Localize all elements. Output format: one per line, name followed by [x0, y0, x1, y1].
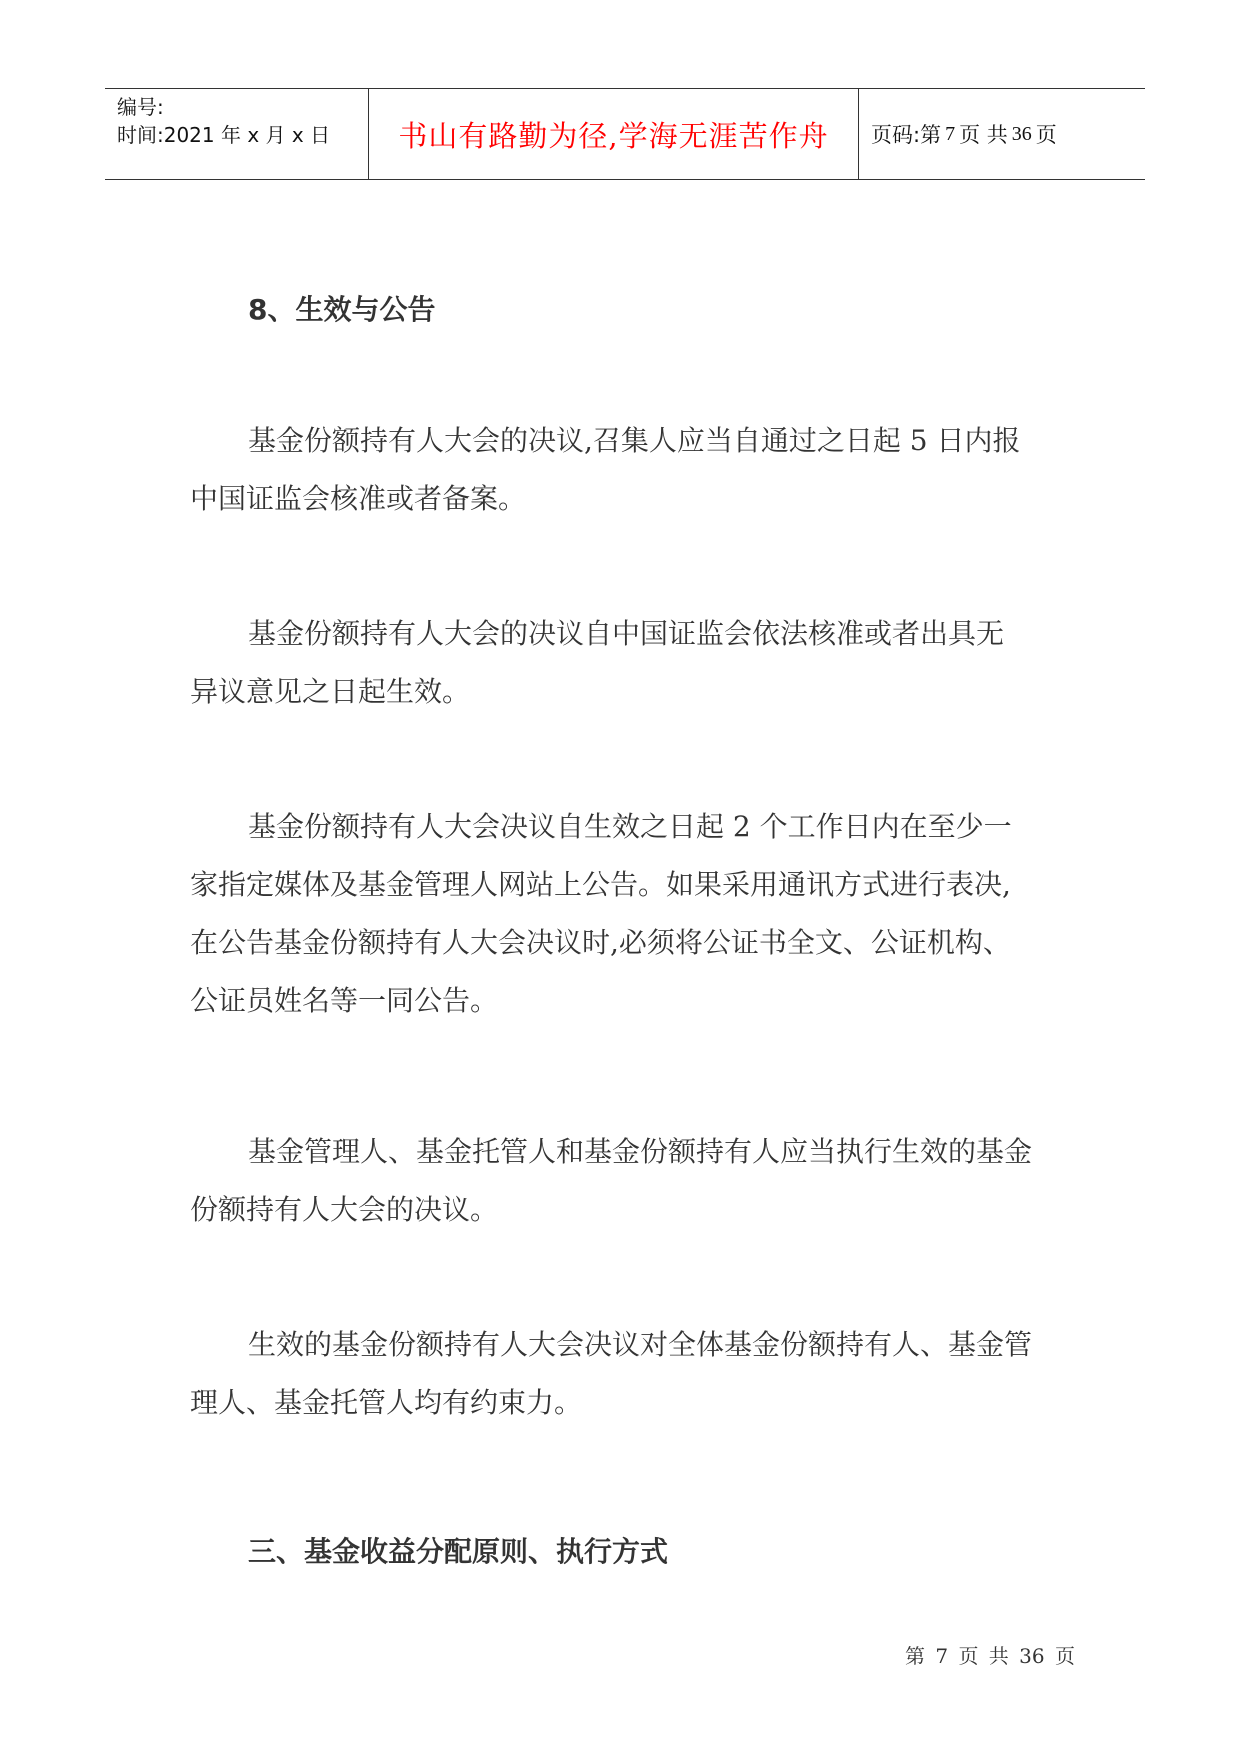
paragraph-resolution-announcement — [190, 798, 1090, 1030]
header-motto: 书山有路勤为径,学海无涯苦作舟 — [369, 89, 859, 179]
page-current: 7 — [945, 122, 956, 145]
paragraph-resolution-effective — [190, 605, 1090, 721]
paragraph-binding-force — [190, 1316, 1090, 1432]
paragraph-line: 基金份额持有人大会的决议自中国证监会依法核准或者出具无 — [248, 617, 1005, 650]
page-total: 36 — [1011, 122, 1032, 145]
paragraph-line: 基金管理人、基金托管人和基金份额持有人应当执行生效的基金 — [248, 1135, 1033, 1168]
paragraph-line: 份额持有人大会的决议。 — [190, 1193, 499, 1226]
document-time: 时间:2021 年 x 月 x 日 — [117, 123, 331, 147]
page-prefix: 页码:第 — [871, 123, 942, 147]
page-suffix: 页 — [1035, 123, 1057, 147]
paragraph-line: 公证员姓名等一同公告。 — [190, 984, 499, 1017]
paragraph-execution — [190, 1123, 1090, 1239]
paragraph-line: 基金份额持有人大会决议自生效之日起 2 个工作日内在至少一 — [248, 810, 1012, 843]
paragraph-line: 家指定媒体及基金管理人网站上公告。如果采用通讯方式进行表决, — [190, 868, 1011, 901]
paragraph-line: 中国证监会核准或者备案。 — [190, 482, 527, 515]
paragraph-line: 在公告基金份额持有人大会决议时,必须将公证书全文、公证机构、 — [190, 926, 1011, 959]
section-heading-income-distribution: 三、基金收益分配原则、执行方式 — [248, 1535, 669, 1568]
header-meta — [105, 89, 369, 179]
paragraph-resolution-filing — [190, 412, 1090, 528]
document-number-label: 编号: — [117, 95, 164, 119]
header-page-info — [859, 89, 1145, 179]
page-header — [105, 88, 1145, 180]
paragraph-line: 异议意见之日起生效。 — [190, 675, 471, 708]
paragraph-line: 生效的基金份额持有人大会决议对全体基金份额持有人、基金管 — [248, 1328, 1033, 1361]
section-heading-effect-announcement: 8、生效与公告 — [248, 293, 436, 326]
page-mid: 页 共 — [959, 123, 1008, 147]
paragraph-line: 理人、基金托管人均有约束力。 — [190, 1386, 583, 1419]
page-footer-number: 第 7 页 共 36 页 — [905, 1644, 1075, 1668]
paragraph-line: 基金份额持有人大会的决议,召集人应当自通过之日起 5 日内报 — [248, 424, 1021, 457]
